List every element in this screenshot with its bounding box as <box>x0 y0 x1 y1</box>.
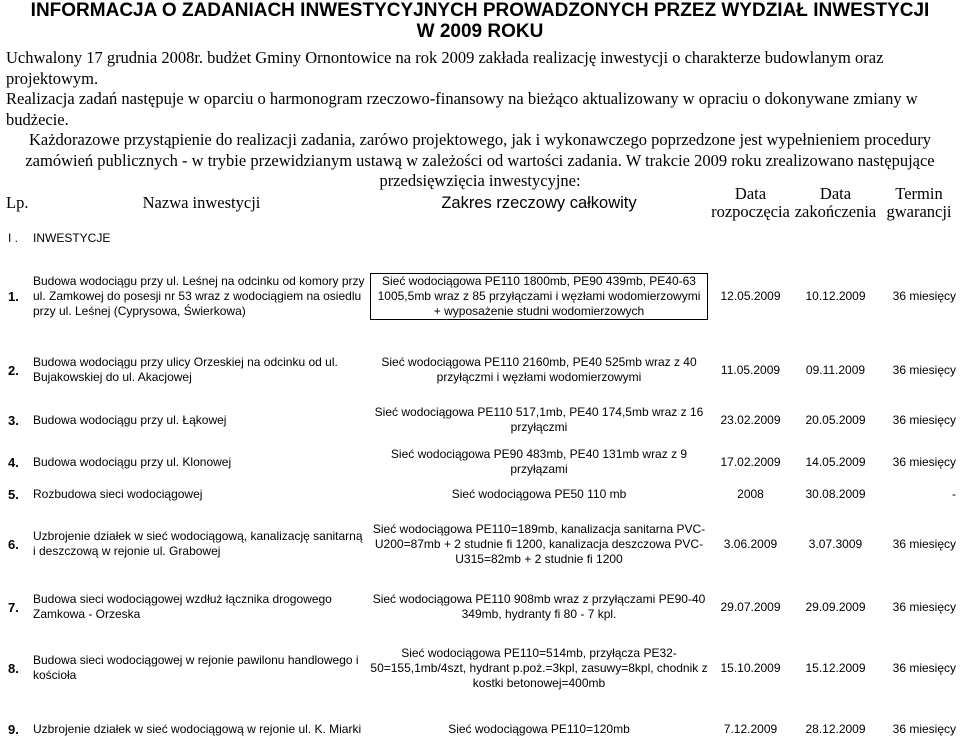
row-warranty: 36 miesięcy <box>892 289 956 303</box>
table-row <box>0 582 960 632</box>
row-end-date: 20.05.2009 <box>805 413 866 427</box>
row-end-date: 28.12.2009 <box>805 722 866 736</box>
header-end-date-line1: Data <box>819 184 852 203</box>
table-row <box>0 482 960 506</box>
row-start-date: 23.02.2009 <box>720 413 781 427</box>
row-name: Budowa wodociągu przy ul. Łąkowej <box>33 412 227 427</box>
table-header-row <box>0 180 960 226</box>
row-lp: 1. <box>8 288 19 304</box>
row-scope: Sieć wodociągowa PE110 517,1mb, PE40 174,5mb wraz z 16 przyłączmi <box>374 405 704 434</box>
header-start-date-line2: rozpoczęcia <box>711 202 790 221</box>
row-scope: Sieć wodociągowa PE110=514mb, przyłącza PE32-50=155,1mb/4szt, hydrant p.poż.=3kpl, zasuwy=8kpl, chodnik z kostki betonowej=400mb <box>370 645 708 690</box>
row-warranty: - <box>952 487 956 501</box>
row-warranty: 36 miesięcy <box>892 661 956 675</box>
row-start-date: 7.12.2009 <box>723 722 778 736</box>
row-warranty: 36 miesięcy <box>892 722 956 736</box>
row-end-date: 3.07.3009 <box>808 537 863 551</box>
row-lp: 9. <box>8 721 19 737</box>
title-line-1: INFORMACJA O ZADANIACH INWESTYCYJNYCH PROWADZONYCH PRZEZ WYDZIAŁ INWESTYCJI <box>30 0 930 21</box>
row-lp: 6. <box>8 536 19 552</box>
row-scope: Sieć wodociągowa PE110 2160mb, PE40 525mb wraz z 40 przyłączmi i węzłami wodomierzowymi <box>381 355 697 384</box>
row-end-date: 14.05.2009 <box>805 455 866 469</box>
row-lp: 3. <box>8 412 19 428</box>
row-start-date: 15.10.2009 <box>720 661 781 675</box>
section-label: INWESTYCJE <box>33 231 111 245</box>
header-warranty-line1: Termin <box>895 184 943 203</box>
row-start-date: 11.05.2009 <box>720 363 781 377</box>
row-scope <box>370 250 708 342</box>
row-scope: Sieć wodociągowa PE110=120mb <box>448 721 630 736</box>
table-row <box>0 442 960 482</box>
section-row <box>0 226 960 250</box>
intro-paragraph-3: Każdorazowe przystąpienie do realizacji zadania, zarówo projektowego, jak i wykonawczego poprzedzone jest wypełnieniem procedury zamówień publicznych - w trybie przewidzianym ustawą w zależości od wartości zadania. W trakcie 2009 roku zrealizowano następujące przedsięwzięcia inwestycyjne: <box>25 130 935 190</box>
row-name: Rozbudowa sieci wodociągowej <box>33 486 203 501</box>
table-row <box>0 398 960 442</box>
intro-text <box>6 48 954 192</box>
header-warranty <box>878 180 960 226</box>
row-end-date: 29.09.2009 <box>805 600 866 614</box>
row-lp: 7. <box>8 599 19 615</box>
row-end-date: 09.11.2009 <box>805 363 866 377</box>
row-start-date: 17.02.2009 <box>720 455 781 469</box>
row-end-date: 15.12.2009 <box>805 661 866 675</box>
row-lp: 8. <box>8 660 19 676</box>
row-start-date: 12.05.2009 <box>720 289 781 303</box>
header-end-date <box>793 180 878 226</box>
table-row <box>0 250 960 342</box>
row-lp: 4. <box>8 454 19 470</box>
row-lp: 5. <box>8 486 19 502</box>
row-warranty: 36 miesięcy <box>892 600 956 614</box>
header-scope: Zakres rzeczowy całkowity <box>441 193 637 212</box>
row-start-date: 29.07.2009 <box>720 600 781 614</box>
title-line-2: W 2009 ROKU <box>416 21 544 42</box>
row-end-date: 10.12.2009 <box>805 289 866 303</box>
row-warranty: 36 miesięcy <box>892 455 956 469</box>
row-name: Budowa wodociągu przy ulicy Orzeskiej na odcinku od ul. Bujakowskiej do ul. Akacjowej <box>33 355 338 384</box>
intro-paragraph-1: Uchwalony 17 grudnia 2008r. budżet Gminy Ornontowice na rok 2009 zakłada realizację inwestycji o charakterze budowlanym oraz projektowym. <box>6 48 884 88</box>
row-warranty: 36 miesięcy <box>892 363 956 377</box>
header-start-date-line1: Data <box>734 184 767 203</box>
row-start-date: 2008 <box>737 487 764 501</box>
table-row <box>0 632 960 704</box>
row-name: Uzbrojenie działek w sieć wodociągową, kanalizację sanitarną i deszczową w rejonie ul. Grabowej <box>33 529 363 558</box>
header-warranty-line2: gwarancji <box>886 202 952 221</box>
row-name: Budowa wodociągu przy ul. Leśnej na odcinku od komory przy ul. Zamkowej do posesji nr 53 wraz z wodociągiem na osiedlu przy ul. Leśnej (Cyprysowa, Świerkowa) <box>33 273 365 318</box>
row-start-date: 3.06.2009 <box>723 537 778 551</box>
row-lp: 2. <box>8 362 19 378</box>
document-title <box>0 0 960 42</box>
row-name: Budowa wodociągu przy ul. Klonowej <box>33 454 232 469</box>
table-row <box>0 506 960 582</box>
row-end-date: 30.08.2009 <box>805 487 866 501</box>
row-name: Uzbrojenie działek w sieć wodociągową w rejonie ul. K. Miarki <box>33 721 362 736</box>
header-end-date-line2: zakończenia <box>794 202 877 221</box>
row-scope: Sieć wodociągowa PE110=189mb, kanalizacja sanitarna PVC-U200=87mb + 2 studnie fi 1200, kanalizacja deszczowa PVC-U315=82mb + 2 studnie fi 1200 <box>372 521 706 566</box>
table-row <box>0 342 960 398</box>
header-lp: Lp. <box>6 193 29 212</box>
header-start-date <box>708 180 793 226</box>
investments-table <box>0 180 960 754</box>
row-warranty: 36 miesięcy <box>892 537 956 551</box>
header-name: Nazwa inwestycji <box>142 193 261 212</box>
row-scope: Sieć wodociągowa PE50 110 mb <box>451 486 627 501</box>
row-warranty: 36 miesięcy <box>892 413 956 427</box>
section-number: I . <box>8 231 19 245</box>
row-scope: Sieć wodociągowa PE90 483mb, PE40 131mb wraz z 9 przyłązami <box>390 447 688 476</box>
row-scope: Sieć wodociągowa PE110 908mb wraz z przyłączami PE90-40 349mb, hydranty fi 80 - 7 kpl. <box>372 592 706 621</box>
table-row <box>0 704 960 754</box>
intro-paragraph-2: Realizacja zadań następuje w oparciu o harmonogram rzeczowo-finansowy na bieżąco aktualizowany w opraciu o dokonywane zmiany w budżecie. <box>6 89 918 129</box>
row-name: Budowa sieci wodociągowej w rejonie pawilonu handlowego i kościoła <box>33 653 359 682</box>
row-name: Budowa sieci wodociągowej wzdłuż łącznika drogowego Zamkowa - Orzeska <box>33 592 332 621</box>
row-scope-box: Sieć wodociągowa PE110 1800mb, PE90 439mb, PE40-63 1005,5mb wraz z 85 przyłączami i węzłami wodomierzowymi + wyposażenie studni wodomierzowych <box>370 273 708 320</box>
